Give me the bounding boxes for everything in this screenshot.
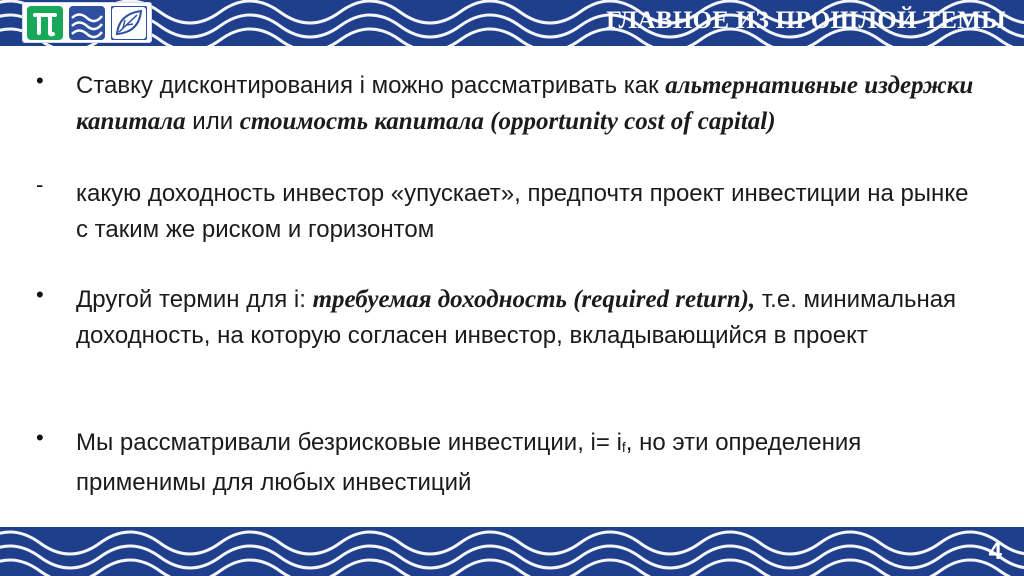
- leaf-logo-icon: [111, 6, 147, 40]
- waves-logo-icon: [69, 6, 105, 40]
- emphasis-term: (opportunity cost of capital): [483, 108, 776, 135]
- logo: [22, 2, 152, 43]
- text-run: , но эти определения применимы для любых инвестиций: [76, 429, 862, 496]
- dash-marker: -: [36, 172, 44, 197]
- header-band: [0, 0, 1024, 46]
- bullet-text: [76, 176, 981, 248]
- pi-logo-icon: [27, 6, 63, 40]
- bullet-marker: •: [36, 425, 44, 450]
- text-run: Другой термин для i:: [76, 286, 313, 313]
- footer-band: [0, 527, 1024, 576]
- bullet-text: [76, 68, 981, 140]
- text-run: Ставку дисконтирования i можно рассматривать как: [76, 72, 666, 99]
- bullet-marker: •: [36, 282, 44, 307]
- emphasis-term: требуемая доходность (required return),: [312, 286, 756, 313]
- text-run: какую доходность инвестор «упускает», предпочтя проект инвестиции на рынке с таким же риском и горизонтом: [76, 180, 969, 243]
- text-run: т.е. минимальная доходность, на которую согласен инвестор, вкладывающийся в проект: [76, 286, 957, 349]
- slide-content: [0, 60, 1024, 520]
- text-run: или: [185, 108, 240, 135]
- slide-title: ГЛАВНОЕ ИЗ ПРОШЛОЙ ТЕМЫ: [606, 7, 1006, 34]
- page-number: 4: [988, 538, 1002, 565]
- emphasis-term: стоимость капитала: [239, 108, 484, 135]
- footer-wave-pattern: [0, 527, 1024, 576]
- emphasis-term: альтернативные издержки капитала: [76, 72, 974, 135]
- subscript-f: f: [621, 439, 626, 455]
- bullet-text: [76, 425, 981, 501]
- text-run: Мы рассматривали безрисковые инвестиции, i= i: [76, 429, 622, 456]
- bullet-text: [76, 282, 981, 354]
- bullet-marker: •: [36, 68, 44, 93]
